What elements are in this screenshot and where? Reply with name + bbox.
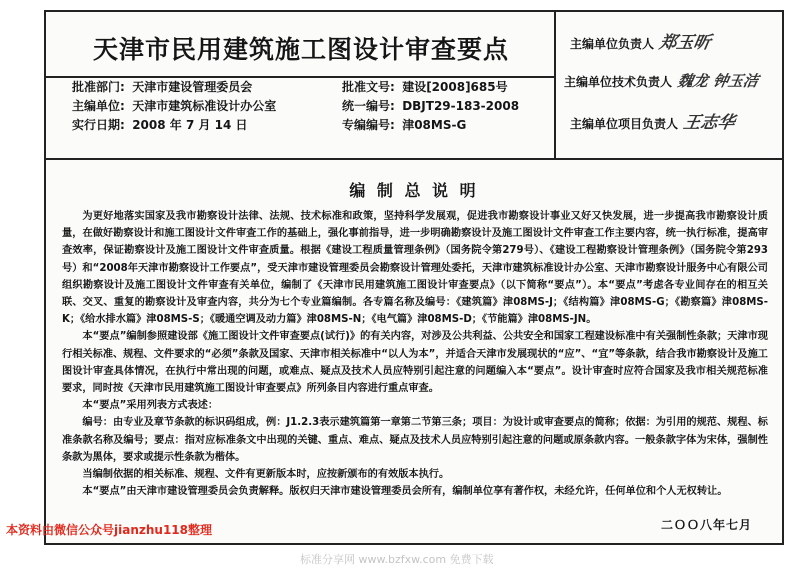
atlas-no-value: 津08MS-G xyxy=(402,118,467,132)
site-watermark: 标准分享网 www.bzfxw.com 免费下载 xyxy=(300,553,494,566)
signature-row-director xyxy=(570,28,711,53)
paragraph-format-intro: 本“要点”采用列表方式表述： xyxy=(82,400,219,412)
approve-dept-label: 批准部门: xyxy=(72,80,125,94)
wechat-watermark: 本资料由微信公众号jianzhu118整理 xyxy=(6,523,212,537)
approve-dept-row xyxy=(72,78,252,95)
signature-director: 郑玉昕 xyxy=(657,33,713,53)
signature-row-technical xyxy=(564,70,758,91)
body-text xyxy=(62,208,768,500)
signature-label-project: 主编单位项目负责人 xyxy=(570,117,679,131)
document-sheet xyxy=(44,10,784,545)
signature-technical: 魏龙 钟玉洁 xyxy=(676,72,760,90)
paragraph-scope: 本“要点”编制参照建设部《施工图设计文件审查要点(试行)》的有关内容，对涉及公共利益、公共安全和国家工程建设标准中有关强制性条款；天津市现行相关标准、规程、文件要求的“必须”条款及国家、天津市相关标准中“以人为本”，并适合天津市发展现状的“应”、“宜”等条款，结合我市勘察设计及施工图设计审查具体情况，在执行中常出现的问题，或难点、疑点及技术人员应特别引起注意的问题编入本“要点”。设计审查时应符合国家及我市相关规范标准要求，同时按《天津市民用建筑施工图设计审查要点》所列条目内容进行重点审查。 xyxy=(62,331,768,395)
document-date: 二ＯＯ八年七月 xyxy=(660,518,752,532)
effective-value: 2008 年 7 月 14 日 xyxy=(132,118,248,132)
paragraph-format-detail: 编号：由专业及章节条款的标识码组成，例：J1.2.3表示建筑篇第一章第二节第三条；项目：为设计或审查要点的简称；依据：为引用的规范、规程、标准条款名称及编号；要点：指对应标准条文中出现的关键、重点、难点、疑点及技术人员应特别引起注意的问题或原条款内容。一般条款字体为宋体，强制性条款为黑体，要求或提示性条款为楷体。 xyxy=(62,417,768,463)
approve-no-value: 建设[2008]685号 xyxy=(402,80,508,94)
approve-no-label: 批准文号: xyxy=(342,80,395,94)
signature-block xyxy=(556,12,782,160)
editor-value: 天津市建筑标准设计办公室 xyxy=(132,99,277,113)
section-title: 编 制 总 说 明 xyxy=(349,181,479,200)
signature-project: 王志华 xyxy=(681,113,737,133)
atlas-no-label: 专编编号: xyxy=(342,118,395,132)
effective-row xyxy=(72,116,248,133)
atlas-no-row xyxy=(342,116,466,133)
header-info-block xyxy=(46,12,556,160)
document-title: 天津市民用建筑施工图设计审查要点 xyxy=(46,30,556,78)
paragraph-background: 为更好地落实国家及我市勘察设计法律、法规、技术标准和政策，坚持科学发展观，促进我市勘察设计事业又好又快发展，进一步提高我市勘察设计质量，在做好勘察设计和施工图设计文件审查工作的基础上，强化事前指导，进一步明确勘察设计及施工图设计文件审查工作主要内容，统一执行标准，提高审查效率，保证勘察设计及施工图设计文件审查质量。根据《建设工程质量管理条例》（国务院令第279号）、《建设工程勘察设计管理条例》（国务院令第293号）和“2008年天津市勘察设计工作要点”，受天津市建设管理委员会勘察设计管理处委托，天津市建筑标准设计办公室、天津市勘察设计服务中心有限公司组织勘察设计及施工图设计文件审查有关单位，编制了《天津市民用建筑施工图设计审查要点》（以下简称“要点”）。本“要点”考虑各专业间存在的相互关联、交叉、重复的勘察设计及审查内容，共分为七个专业篇编制。各专篇名称及编号：《建筑篇》津08MS-J；《结构篇》津08MS-G；《勘察篇》津08MS-K；《给水排水篇》津08MS-S；《暖通空调及动力篇》津08MS-N；《电气篇》津08MS-D；《节能篇》津08MS-JN。 xyxy=(62,211,768,326)
signature-row-project xyxy=(570,108,735,133)
approve-no-row xyxy=(342,78,508,95)
paragraph-update: 当编制依据的相关标准、规程、文件有更新版本时，应按新颁布的有效版本执行。 xyxy=(82,469,450,481)
signature-label-director: 主编单位负责人 xyxy=(570,37,655,51)
unified-no-value: DBJT29-183-2008 xyxy=(402,99,520,113)
signature-label-technical: 主编单位技术负责人 xyxy=(564,75,673,89)
paragraph-copyright: 本“要点”由天津市建设管理委员会负责解释。版权归天津市建设管理委员会所有，编制单位享有著作权，未经允许，任何单位和个人无权转让。 xyxy=(82,486,728,498)
approve-dept-value: 天津市建设管理委员会 xyxy=(132,80,253,94)
unified-no-row xyxy=(342,97,519,114)
editor-row xyxy=(72,97,276,114)
editor-label: 主编单位: xyxy=(72,99,125,113)
effective-label: 实行日期: xyxy=(72,118,125,132)
unified-no-label: 统一编号: xyxy=(342,99,395,113)
